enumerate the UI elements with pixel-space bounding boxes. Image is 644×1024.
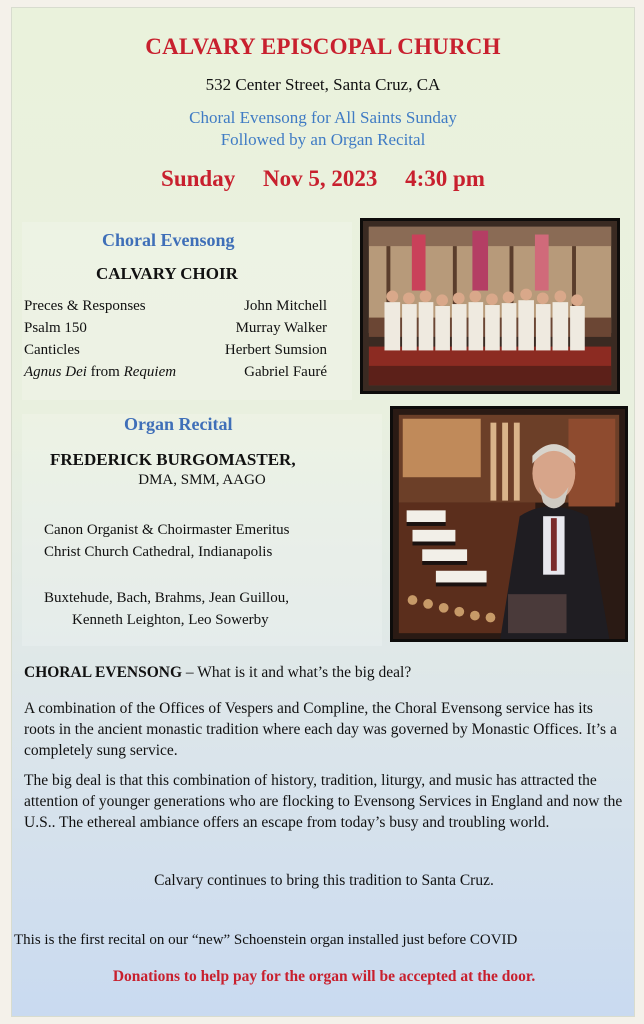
article-paragraph-1: A combination of the Offices of Vespers and Compline, the Choral Evensong service has its roots in the ancient monastic tradition where each day was governed by Monastic Offices. It’s a completely sung service. bbox=[24, 700, 617, 759]
article-paragraph-2: The big deal is that this combination of history, tradition, liturgy, and music has attracted the attention of younger generations who are flocking to Evensong Services in England and now the U.S.. The ethereal ambiance offers an escape from today’s busy and troubling world. bbox=[24, 772, 623, 831]
piece-connector: from bbox=[86, 364, 124, 380]
organist-photo bbox=[390, 406, 628, 642]
choral-evensong-heading: Choral Evensong bbox=[102, 230, 235, 250]
performer-credentials: DMA, SMM, AAGO bbox=[138, 472, 266, 488]
program-composer: Murray Walker bbox=[235, 320, 327, 336]
church-title: CALVARY EPISCOPAL CHURCH bbox=[145, 34, 501, 59]
organ-recital-heading: Organ Recital bbox=[124, 414, 233, 434]
article-paragraph-3: Calvary continues to bring this tradition to Santa Cruz. bbox=[154, 872, 494, 889]
program-composer: Gabriel Fauré bbox=[244, 364, 327, 380]
event-subtitle-2: Followed by an Organ Recital bbox=[220, 130, 426, 149]
performer-role-1: Canon Organist & Choirmaster Emeritus bbox=[44, 522, 290, 538]
choir-name: CALVARY CHOIR bbox=[96, 264, 238, 283]
flyer bbox=[12, 8, 634, 1016]
program-piece: Psalm 150 bbox=[24, 320, 87, 336]
event-datetime bbox=[12, 166, 634, 192]
article-heading bbox=[24, 662, 624, 683]
piece-work-italic: Requiem bbox=[123, 364, 177, 380]
event-day: Sunday bbox=[161, 166, 236, 191]
program-piece: Canticles bbox=[24, 342, 80, 358]
church-address: 532 Center Street, Santa Cruz, CA bbox=[205, 75, 441, 94]
program-piece: Preces & Responses bbox=[24, 298, 146, 314]
article-heading-bold: CHORAL EVENSONG bbox=[24, 664, 183, 681]
program-composer: John Mitchell bbox=[244, 298, 327, 314]
article-heading-rest: – What is it and what’s the big deal? bbox=[182, 664, 412, 681]
composers-line-1: Buxtehude, Bach, Brahms, Jean Guillou, bbox=[44, 590, 289, 606]
event-time: 4:30 pm bbox=[405, 166, 485, 191]
choir-photo bbox=[360, 218, 620, 394]
performer-name: FREDERICK BURGOMASTER, bbox=[50, 450, 296, 469]
organ-note: This is the first recital on our “new” Schoenstein organ installed just before COVID bbox=[14, 932, 518, 948]
program-composer: Herbert Sumsion bbox=[224, 342, 327, 358]
piece-title-italic: Agnus Dei bbox=[24, 364, 87, 380]
event-date: Nov 5, 2023 bbox=[262, 166, 378, 191]
donations-note: Donations to help pay for the organ will be accepted at the door. bbox=[112, 968, 536, 985]
organist-photo-image bbox=[393, 409, 625, 639]
event-subtitle-1: Choral Evensong for All Saints Sunday bbox=[189, 108, 457, 127]
performer-role-2: Christ Church Cathedral, Indianapolis bbox=[44, 544, 273, 560]
choir-photo-image bbox=[363, 221, 617, 391]
program-piece bbox=[24, 364, 176, 381]
composers-line-2: Kenneth Leighton, Leo Sowerby bbox=[72, 612, 269, 628]
